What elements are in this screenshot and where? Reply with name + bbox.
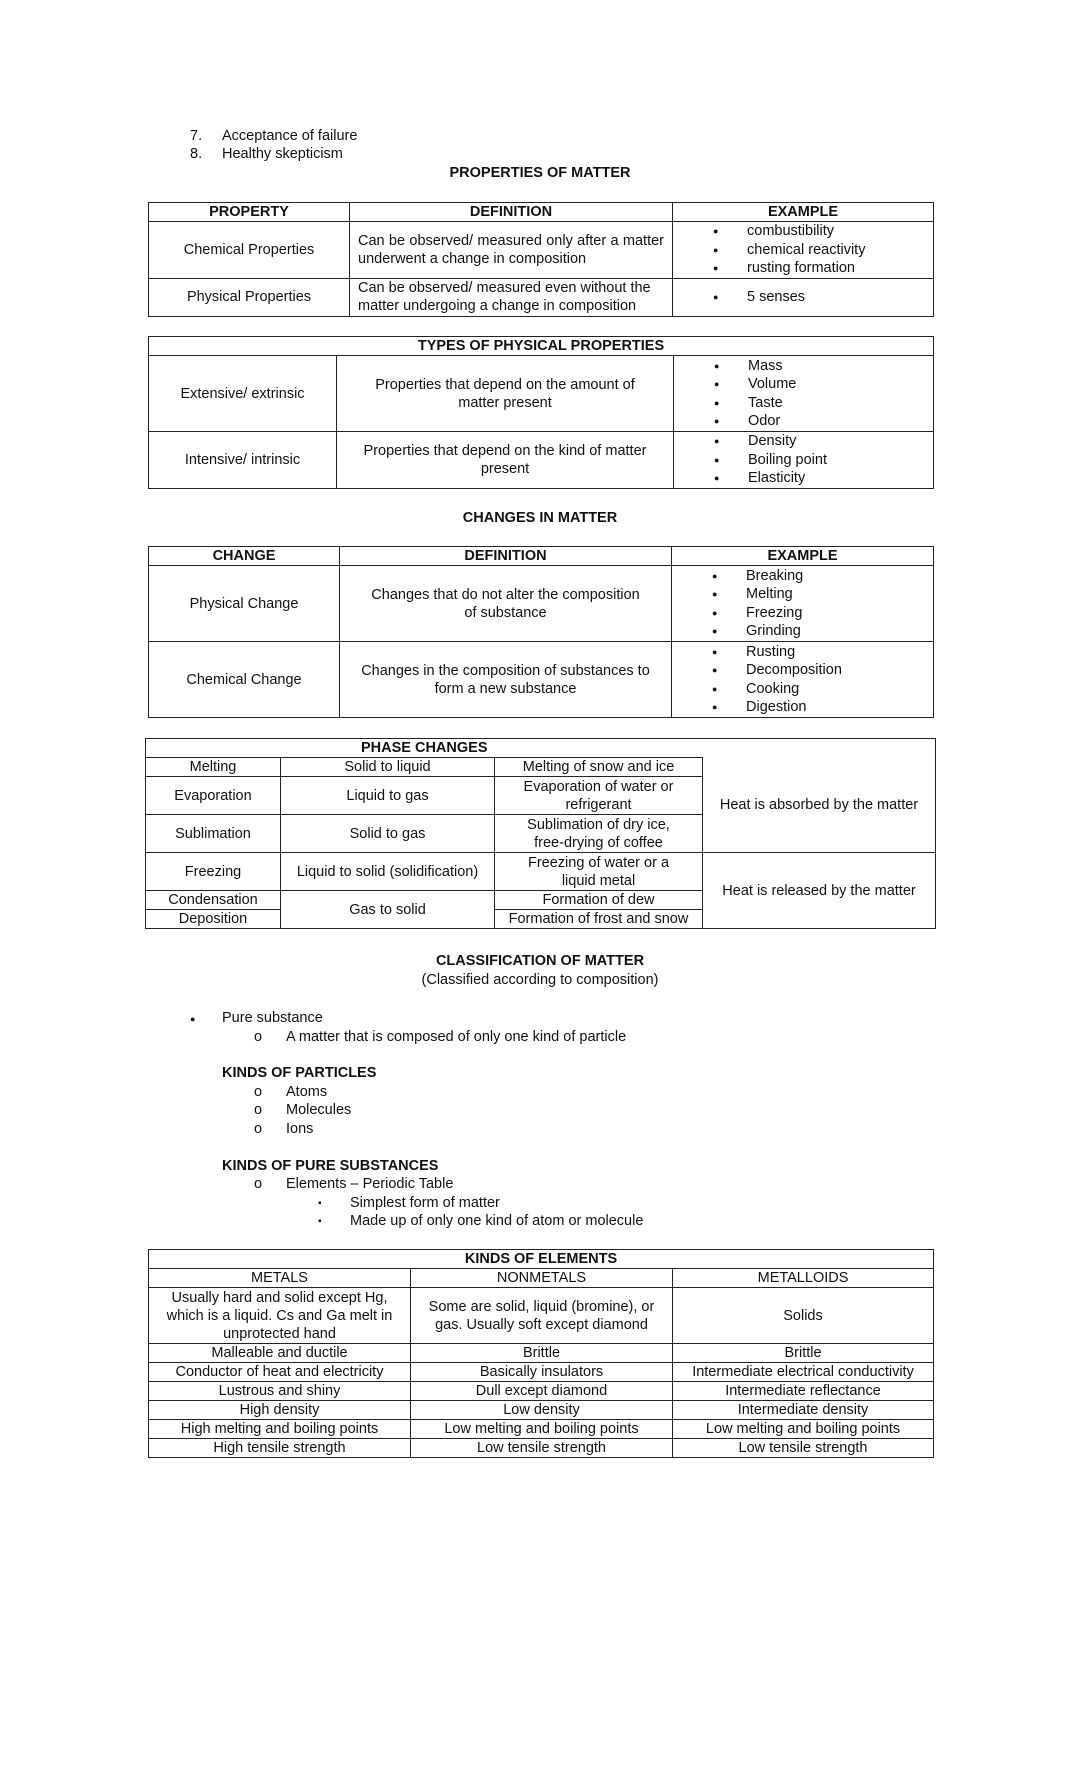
table-row	[146, 853, 936, 891]
list-item: Molecules	[286, 1102, 352, 1118]
pure-kinds-title: KINDS OF PURE SUBSTANCES	[222, 1158, 439, 1174]
bullet-o: o	[254, 1084, 263, 1100]
list-item: ● chemical reactivity	[747, 241, 929, 260]
table-row	[149, 1288, 934, 1344]
bullet-o: o	[254, 1029, 263, 1045]
pure-substance-label: Pure substance	[222, 1010, 323, 1026]
table-cell: Solids	[673, 1288, 934, 1344]
phase-name: Evaporation	[146, 777, 281, 815]
list-number: 8.	[190, 146, 203, 162]
phase-name: Condensation	[146, 891, 281, 910]
list-item: ● Breaking	[746, 567, 929, 586]
type-cell: Intensive/ intrinsic	[149, 432, 337, 489]
column-header: EXAMPLE	[672, 547, 934, 566]
classification-subtitle: (Classified according to composition)	[421, 972, 659, 988]
phase-example: Freezing of water or a liquid metal	[495, 853, 703, 891]
table-row	[149, 222, 934, 279]
example-cell	[672, 566, 934, 642]
phase-changes-table	[145, 738, 936, 929]
example-cell	[674, 432, 934, 489]
phase-process: Liquid to solid (solidification)	[281, 853, 495, 891]
table-cell: Low melting and boiling points	[411, 1420, 673, 1439]
list-item	[190, 146, 343, 162]
phase-example: Melting of snow and ice	[495, 758, 703, 777]
column-header: DEFINITION	[340, 547, 672, 566]
list-text: Acceptance of failure	[222, 128, 358, 144]
phase-example: Formation of dew	[495, 891, 703, 910]
list-number: 7.	[190, 128, 203, 144]
table-row	[149, 356, 934, 432]
column-header: CHANGE	[149, 547, 340, 566]
table-cell: Malleable and ductile	[149, 1344, 411, 1363]
phase-name: Sublimation	[146, 815, 281, 853]
column-header: DEFINITION	[350, 203, 673, 222]
phase-example: Formation of frost and snow	[495, 910, 703, 929]
table-cell: Brittle	[673, 1344, 934, 1363]
bullet-square: ▪	[318, 1198, 322, 1209]
table-cell: Some are solid, liquid (bromine), or gas. Usually soft except diamond	[411, 1288, 673, 1344]
changes-title: CHANGES IN MATTER	[462, 510, 618, 526]
list-item: ● Rusting	[746, 643, 929, 662]
classification-title: CLASSIFICATION OF MATTER	[435, 953, 645, 969]
phase-process: Solid to liquid	[281, 758, 495, 777]
table-row	[149, 1363, 934, 1382]
list-item: Elements – Periodic Table	[286, 1176, 454, 1192]
definition-cell: Properties that depend on the amount of matter present	[337, 356, 674, 432]
table-cell: Usually hard and solid except Hg, which is a liquid. Cs and Ga melt in unprotected hand	[149, 1288, 411, 1344]
phase-name: Freezing	[146, 853, 281, 891]
list-item: ● Digestion	[746, 698, 929, 717]
heat-released: Heat is released by the matter	[703, 853, 936, 929]
table-cell: Low melting and boiling points	[673, 1420, 934, 1439]
list-text: Healthy skepticism	[222, 146, 343, 162]
physical-types-table	[148, 336, 934, 489]
table-cell: Low tensile strength	[673, 1439, 934, 1458]
example-cell	[673, 278, 934, 316]
list-item	[190, 128, 358, 144]
table-cell: Brittle	[411, 1344, 673, 1363]
table-row	[149, 1439, 934, 1458]
table-cell: Lustrous and shiny	[149, 1382, 411, 1401]
example-cell	[672, 642, 934, 718]
property-cell: Physical Properties	[149, 278, 350, 316]
definition-cell: Properties that depend on the kind of matter present	[337, 432, 674, 489]
elements-table	[148, 1249, 934, 1458]
bullet-square: ▪	[318, 1216, 322, 1227]
phase-process: Liquid to gas	[281, 777, 495, 815]
bullet-o: o	[254, 1176, 263, 1192]
table-cell: Low tensile strength	[411, 1439, 673, 1458]
list-item: ● Volume	[748, 375, 929, 394]
table-title: PHASE CHANGES	[146, 739, 703, 758]
list-item: Simplest form of matter	[350, 1195, 500, 1211]
properties-table	[148, 202, 934, 317]
table-header-row	[149, 547, 934, 566]
table-cell: Intermediate density	[673, 1401, 934, 1420]
list-item: ● Cooking	[746, 680, 929, 699]
list-item: ● Mass	[748, 357, 929, 376]
table-cell: Conductor of heat and electricity	[149, 1363, 411, 1382]
table-row	[149, 278, 934, 316]
change-cell: Chemical Change	[149, 642, 340, 718]
table-row	[149, 642, 934, 718]
table-cell: Low density	[411, 1401, 673, 1420]
phase-example: Evaporation of water or refrigerant	[495, 777, 703, 815]
pure-substance-definition: A matter that is composed of only one kind of particle	[286, 1029, 627, 1045]
list-item: Atoms	[286, 1084, 328, 1100]
change-cell: Physical Change	[149, 566, 340, 642]
list-item: Made up of only one kind of atom or molecule	[350, 1213, 644, 1229]
table-cell: High melting and boiling points	[149, 1420, 411, 1439]
table-row	[149, 1420, 934, 1439]
table-cell: Dull except diamond	[411, 1382, 673, 1401]
definition-cell: Changes in the composition of substances to form a new substance	[340, 642, 672, 718]
list-item: Ions	[286, 1121, 314, 1137]
phase-process: Gas to solid	[281, 891, 495, 929]
table-header-row	[149, 1269, 934, 1288]
list-item: ● Decomposition	[746, 661, 929, 680]
table-cell: Intermediate electrical conductivity	[673, 1363, 934, 1382]
list-item: ● Taste	[748, 394, 929, 413]
example-cell	[674, 356, 934, 432]
list-item	[190, 1010, 195, 1026]
table-row	[149, 432, 934, 489]
heat-absorbed: Heat is absorbed by the matter	[703, 758, 936, 853]
definition-cell: Can be observed/ measured even without the matter undergoing a change in composition	[350, 278, 673, 316]
list-item: ● combustibility	[747, 222, 929, 241]
phase-example: Sublimation of dry ice, free-drying of coffee	[495, 815, 703, 853]
particles-title: KINDS OF PARTICLES	[222, 1065, 377, 1081]
list-item: ● 5 senses	[747, 288, 929, 307]
table-row	[146, 758, 936, 777]
table-row	[149, 1382, 934, 1401]
properties-title: PROPERTIES OF MATTER	[449, 165, 631, 181]
type-cell: Extensive/ extrinsic	[149, 356, 337, 432]
table-cell: Intermediate reflectance	[673, 1382, 934, 1401]
list-item: ● Boiling point	[748, 451, 929, 470]
example-cell	[673, 222, 934, 279]
phase-name: Melting	[146, 758, 281, 777]
changes-table	[148, 546, 934, 718]
bullet-o: o	[254, 1121, 263, 1137]
table-title: KINDS OF ELEMENTS	[149, 1250, 934, 1269]
column-header: EXAMPLE	[673, 203, 934, 222]
column-header: METALS	[149, 1269, 411, 1288]
phase-process: Solid to gas	[281, 815, 495, 853]
column-header: PROPERTY	[149, 203, 350, 222]
table-header-row	[149, 203, 934, 222]
definition-cell: Can be observed/ measured only after a matter underwent a change in composition	[350, 222, 673, 279]
table-row	[149, 566, 934, 642]
table-row	[149, 1401, 934, 1420]
list-item: ● Elasticity	[748, 469, 929, 488]
list-item: ● Odor	[748, 412, 929, 431]
table-title: TYPES OF PHYSICAL PROPERTIES	[149, 337, 934, 356]
bullet-o: o	[254, 1102, 263, 1118]
list-item: ● rusting formation	[747, 259, 929, 278]
table-cell: High density	[149, 1401, 411, 1420]
definition-cell: Changes that do not alter the composition of substance	[340, 566, 672, 642]
phase-name: Deposition	[146, 910, 281, 929]
list-item: ● Grinding	[746, 622, 929, 641]
table-cell: Basically insulators	[411, 1363, 673, 1382]
column-header: METALLOIDS	[673, 1269, 934, 1288]
list-item: ● Melting	[746, 585, 929, 604]
bullet-icon: ●	[190, 1014, 196, 1024]
list-item: ● Density	[748, 432, 929, 451]
list-item: ● Freezing	[746, 604, 929, 623]
table-cell: High tensile strength	[149, 1439, 411, 1458]
property-cell: Chemical Properties	[149, 222, 350, 279]
column-header: NONMETALS	[411, 1269, 673, 1288]
table-row	[149, 1344, 934, 1363]
